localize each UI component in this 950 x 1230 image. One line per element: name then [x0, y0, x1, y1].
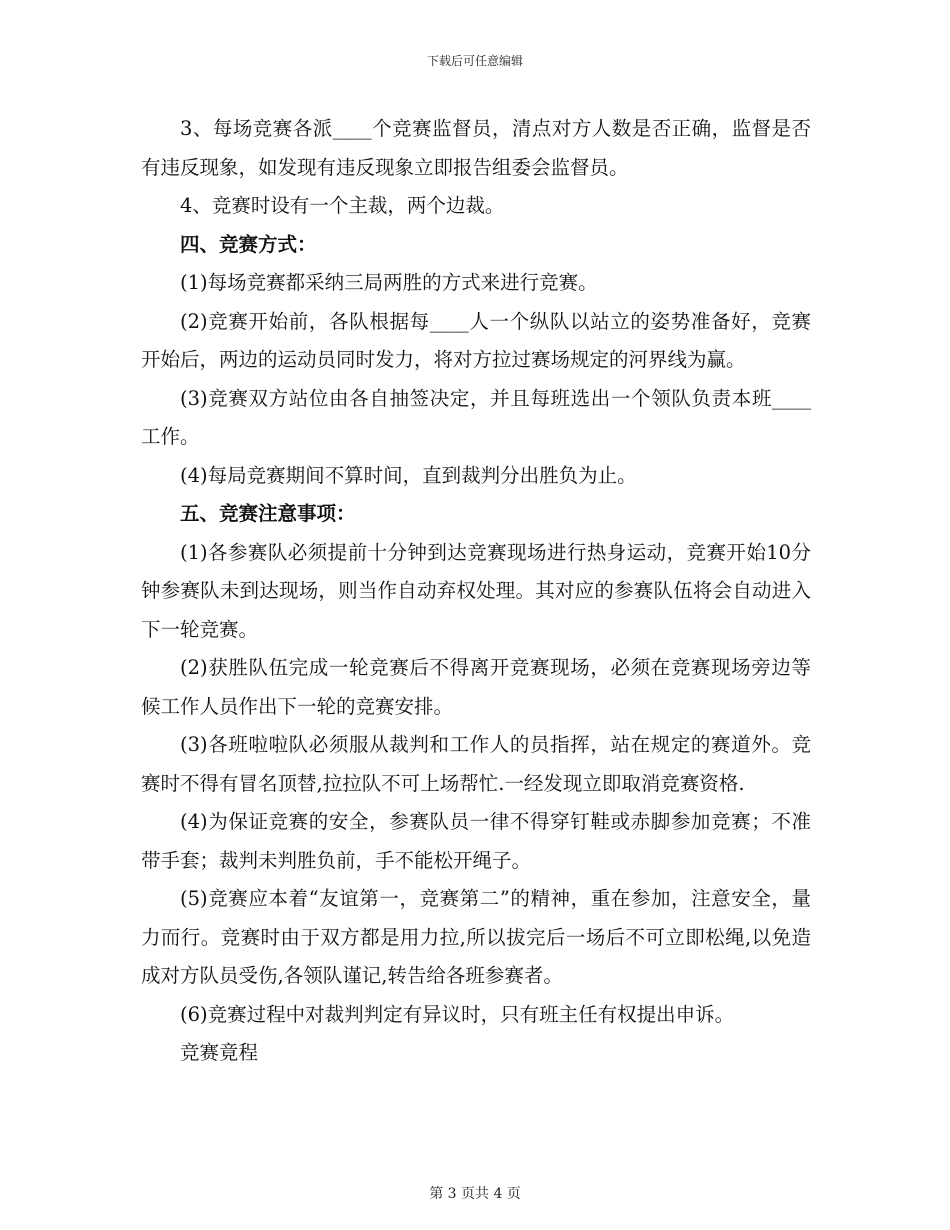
section-heading-competition-method: 四、竞赛方式：: [180, 232, 317, 256]
paragraph-rule-4: 4、竞赛时设有一个主裁，两个边裁。: [180, 194, 505, 217]
paragraph-note-5: (5)竞赛应本着“友谊第一，竞赛第二”的精神，重在参加，注意安全，量力而行。竞赛时由于双方都是用力拉,所以拔完后一场后不可立即松绳,以免造成对方队员受伤,各领队谨记,转告给各班参赛者。: [141, 887, 811, 987]
paragraph-note-1: (1)各参赛队必须提前十分钟到达竞赛现场进行热身运动，竞赛开始10分钟参赛队未到达现场，则当作自动弃权处理。其对应的参赛队伍将会自动进入下一轮竞赛。: [141, 540, 811, 641]
paragraph-schedule-label: 竞赛竟程: [180, 1041, 259, 1064]
paragraph-method-2: (2)竞赛开始前，各队根据每____人一个纵队以站立的姿势准备好，竞赛开始后，两边的运动员同时发力，将对方拉过赛场规定的河界线为赢。: [141, 309, 811, 371]
paragraph-method-4: (4)每局竞赛期间不算时间，直到裁判分出胜负为止。: [180, 463, 637, 487]
paragraph-note-4: (4)为保证竞赛的安全，参赛队员一律不得穿钉鞋或赤脚参加竞赛；不准带手套；裁判未判胜负前，手不能松开绳子。: [141, 810, 811, 872]
paragraph-rule-3: 3、每场竞赛各派____个竞赛监督员，清点对方人数是否正确，监督是否有违反现象，如发现有违反现象立即报告组委会监督员。: [141, 117, 811, 179]
paragraph-note-3: (3)各班啦啦队必须服从裁判和工作人的员指挥，站在规定的赛道外。竞赛时不得有冒名顶替,拉拉队不可上场帮忙.一经发现立即取消竞赛资格.: [141, 733, 811, 795]
paragraph-method-3: (3)竞赛双方站位由各自抽签决定，并且每班选出一个领队负责本班____工作。: [141, 386, 811, 448]
paragraph-method-1: (1)每场竞赛都采纳三局两胜的方式来进行竞赛。: [180, 271, 598, 294]
page-header: 下载后可任意编辑: [426, 54, 523, 68]
page-footer: 第 3 页共 4 页: [429, 1186, 521, 1202]
section-heading-notes: 五、竞赛注意事项：: [180, 502, 356, 525]
document-body: [141, 110, 811, 1073]
paragraph-note-6: (6)竞赛过程中对裁判判定有异议时，只有班主任有权提出申诉。: [180, 1002, 735, 1026]
paragraph-note-2: (2)获胜队伍完成一轮竞赛后不得离开竞赛现场，必须在竞赛现场旁边等候工作人员作出下一轮的竞赛安排。: [141, 656, 811, 718]
